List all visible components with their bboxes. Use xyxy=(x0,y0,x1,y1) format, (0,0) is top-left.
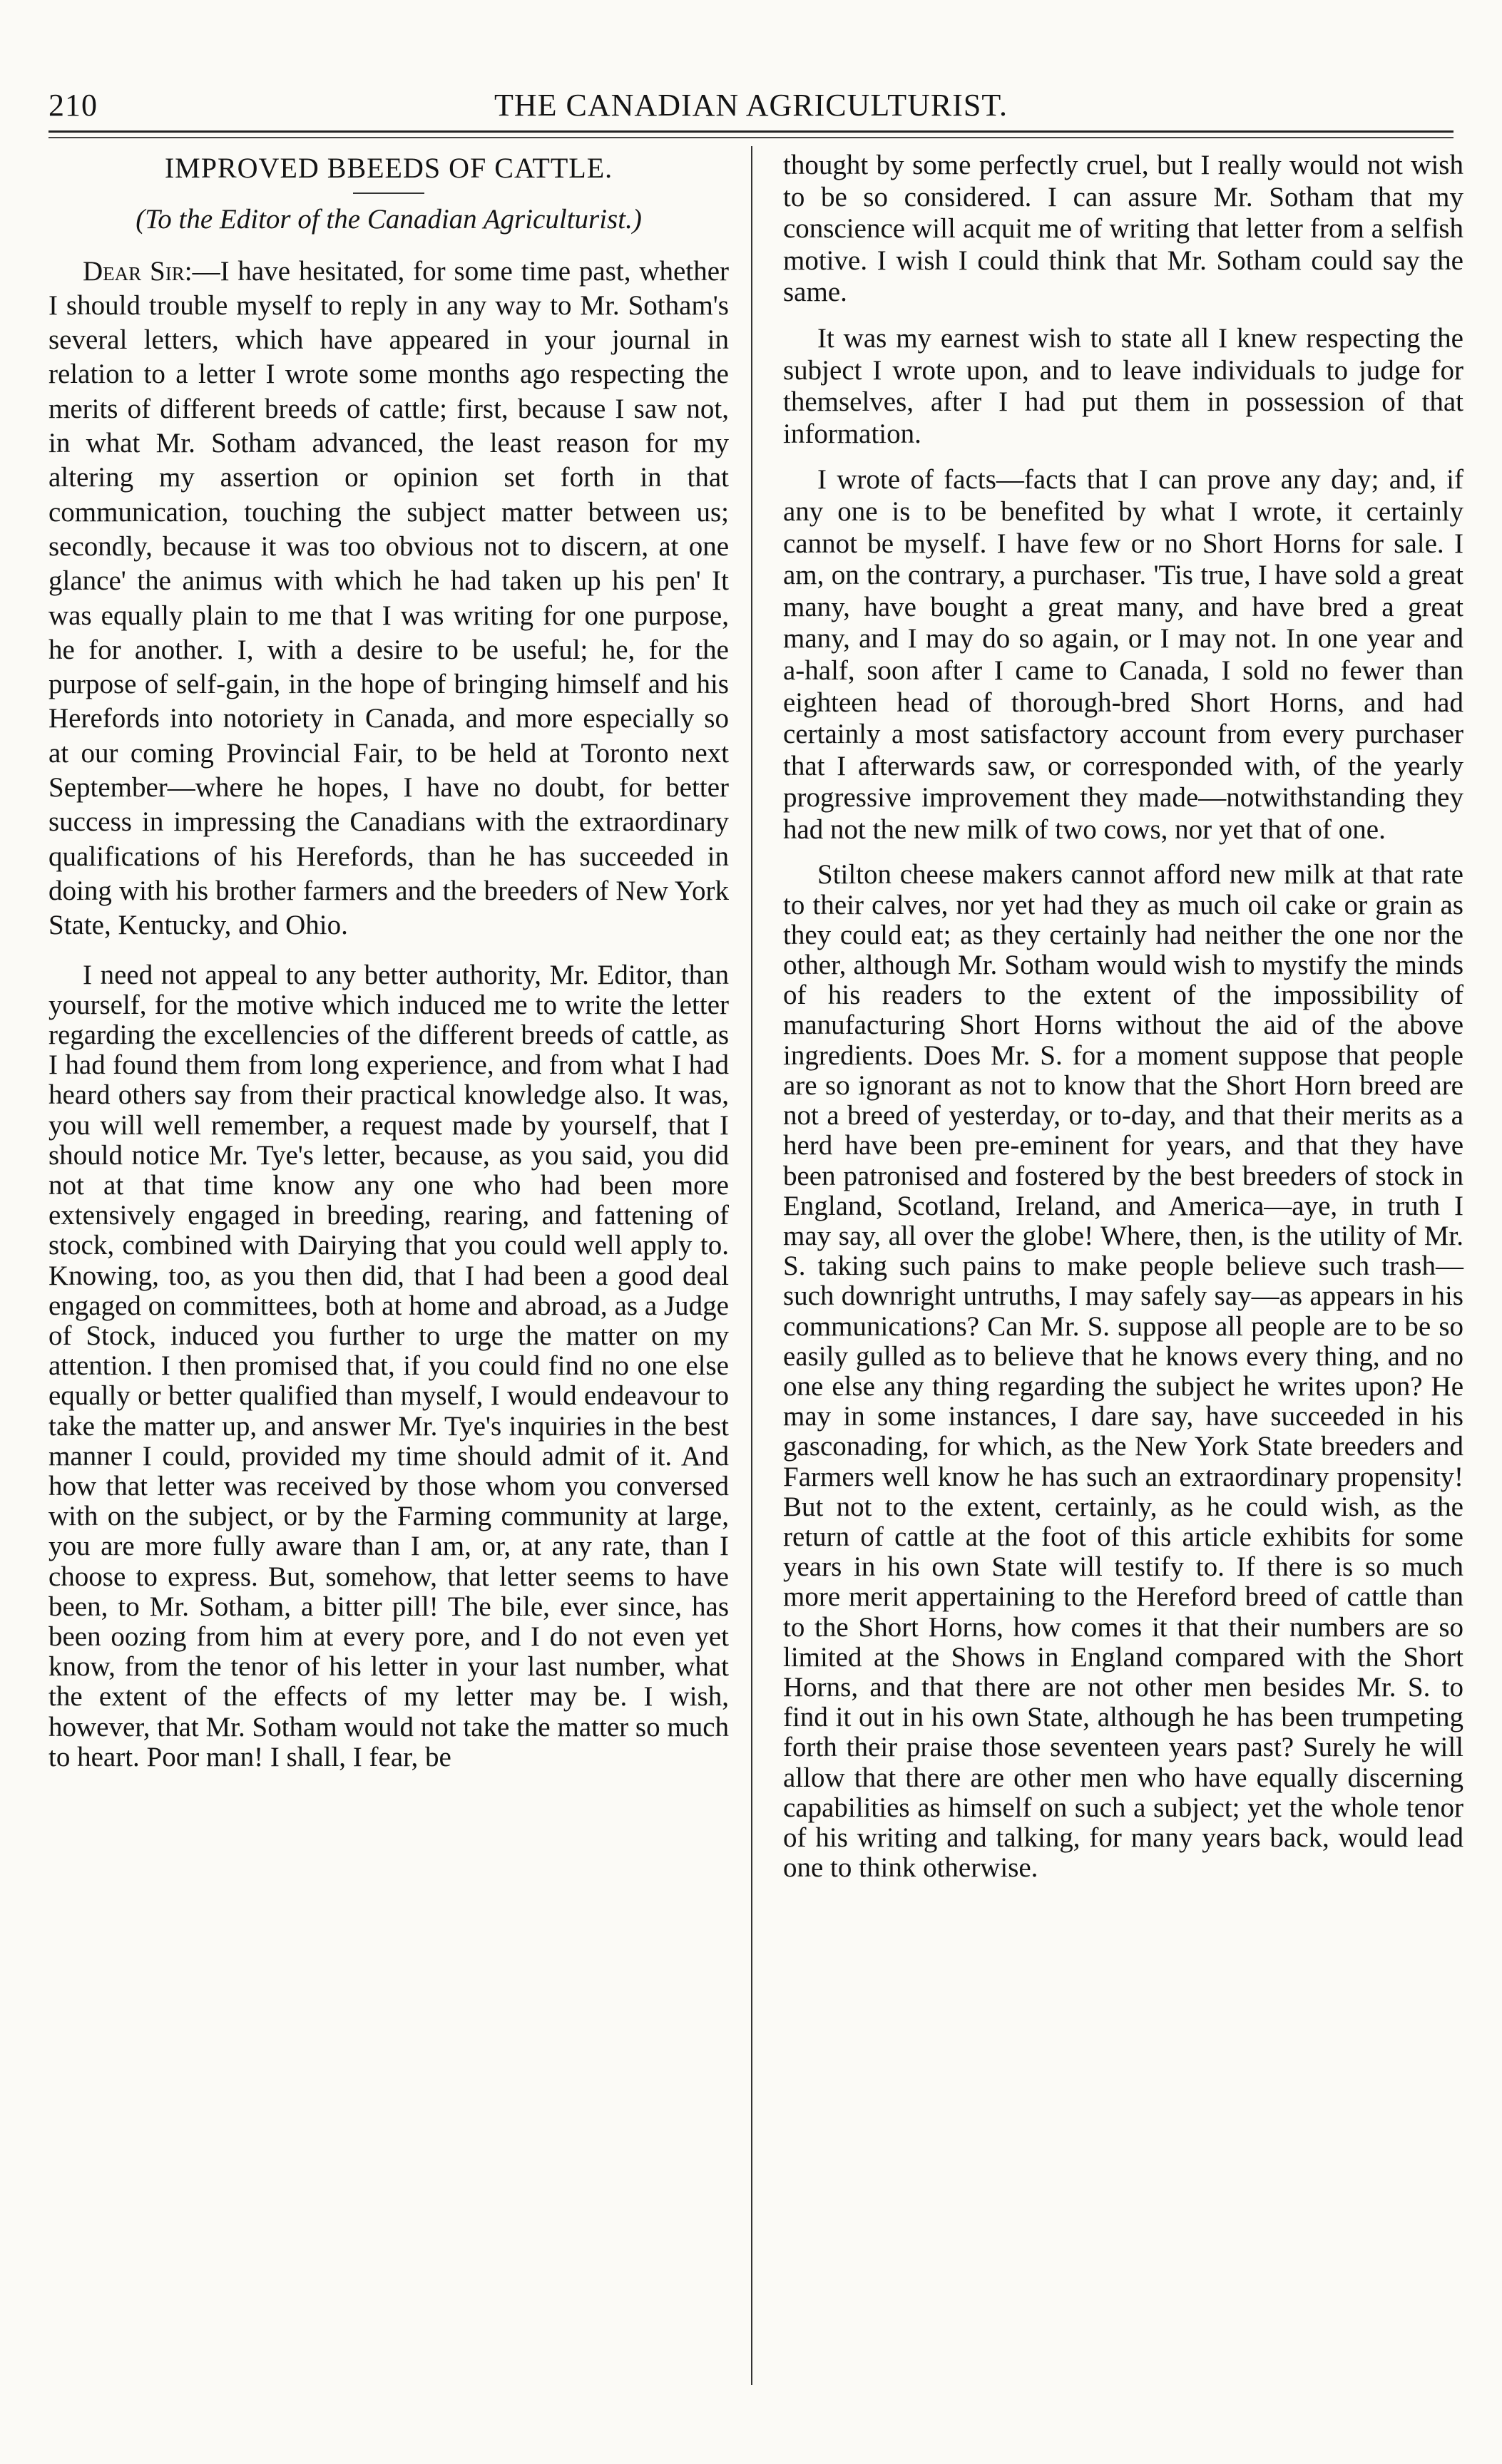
header-rule-thin xyxy=(48,137,1454,138)
title-rule xyxy=(353,192,424,194)
page-header xyxy=(48,87,1454,137)
paragraph: I need not appeal to any better authority, Mr. Editor, than yourself, for the motive which induced me to write the letter regarding the excellencies of the different breeds of cattle, as I had found them from long experience, and from what I had heard others say from their practical knowledge also. It was, you will well remember, a request made by yourself, that I should notice Mr. Tye's letter, because, as you said, you did not at that time know any one who had been more extensively engaged in breeding, rearing, and fattening of stock, combined with Dairying that you could well apply to. Knowing, too, as you then did, that I had been a good deal engaged on committees, both at home and abroad, as a Judge of Stock, induced you further to urge the matter on my attention. I then promised that, if you could find no one else equally or better qualified than myself, I would endeavour to take the matter up, and answer Mr. Tye's inquiries in the best manner I could, provided my time should admit of it. And how that letter was received by those whom you conversed with on the subject, or by the Farming community at large, you are more fully aware than I am, or, at any rate, than I choose to express. But, somehow, that letter seems to have been, to Mr. Sotham, a bitter pill! The bile, ever since, has been oozing from him at every pore, and I do not even yet know, from the tenor of his letter in your last number, what the extent of the effects of my letter may be. I wish, however, that Mr. Sotham would not take the matter so much to heart. Poor man! I shall, I fear, be xyxy=(48,959,729,1772)
paragraph: thought by some perfectly cruel, but I really would not wish to be so considered. I can assure Mr. Sotham that my conscience will acquit me of writing that letter from a selfish motive. I wish I could think that Mr. Sotham could say the same. xyxy=(783,150,1463,308)
paragraph: I wrote of facts—facts that I can prove any day; and, if any one is to be benefited by what I wrote, it certainly cannot be myself. I have few or no Short Horns for sale. I am, on the contrary, a purchaser. 'Tis true, I have sold a great many, have bought a great many, and have bred a great many, and I may do so again, or I may not. In one year and a-half, soon after I came to Canada, I sold no fewer than eighteen head of thorough-bred Short Horns, and had certainly a most satisfactory account from every purchaser that I afterwards saw, or corresponded with, of the yearly progressive improvement they made—notwithstanding they had not the new milk of two cows, nor yet that of one. xyxy=(783,464,1463,845)
paragraph: It was my earnest wish to state all I knew respecting the subject I wrote upon, and to leave individuals to judge for themselves, after I had put them in possession of that information. xyxy=(783,322,1463,449)
right-column xyxy=(783,150,1463,1883)
to-editor-line: (To the Editor of the Canadian Agriculturist.) xyxy=(136,204,642,235)
salutation: Dear Sir xyxy=(83,255,185,287)
article-title: IMPROVED BBEEDS OF CATTLE. xyxy=(164,152,613,184)
column-divider xyxy=(751,146,752,2385)
page-number: 210 xyxy=(48,88,98,123)
left-column xyxy=(48,150,729,1772)
paragraph-text: :—I have hesitated, for some time past, whether I should trouble myself to reply in any way to Mr. Sotham's several letters, which have appeared in your journal in relation to a letter I wrote some months ago respecting the merits of different breeds of cattle; first, because I saw not, in what Mr. Sotham advanced, the least reason for my altering my assertion or opinion set forth in that communication, touching the subject matter between us; secondly, because it was too obvious not to discern, at one glance' the animus with which he had taken up his pen' It was equally plain to me that I was writing for one purpose, he for another. I, with a desire to be useful; he, for the purpose of self-gain, in the hope of bringing himself and his Herefords into notoriety in Canada, and more especially so at our coming Provincial Fair, to be held at Toronto next September—where he hopes, I have no doubt, for better success in impressing the Canadians with the extraordinary qualifications of his Herefords, than he has succeeded in doing with his brother farmers and the breeders of New York State, Kentucky, and Ohio. xyxy=(48,255,729,941)
header-rule xyxy=(48,130,1454,133)
paragraph xyxy=(48,255,729,943)
paragraph: Stilton cheese makers cannot afford new milk at that rate to their calves, nor yet had they as much oil cake or grain as they could eat; as they certainly had neither the one nor the other, although Mr. Sotham would wish to mystify the minds of his readers to the extent of the impossibility of manufacturing Short Horns without the aid of the above ingredients. Does Mr. S. for a moment suppose that people are so ignorant as not to know that the Short Horn breed are not a breed of yesterday, or to-day, and that their merits as a herd have been pre-eminent for years, and that they have been patronised and fostered by the best breeders of stock in England, Scotland, Ireland, and America—aye, in truth I may say, all over the globe! Where, then, is the utility of Mr. S. taking such pains to make people believe such trash—such downright untruths, I may safely say—as appears in his communications? Can Mr. S. suppose all people are to be so easily gulled as to believe that he knows every thing, and no one else any thing regarding the subject he writes upon? He may in some instances, I dare say, have succeeded in his gasconading, for which, as the New York State breeders and Farmers well know he has such an extraordinary propensity! But not to the extent, certainly, as he could wish, as the return of cattle at the foot of this article exhibits for some years in his own State will testify to. If there is so much more merit appertaining to the Hereford breed of cattle than to the Short Horns, how comes it that their numbers are so limited at the Shows in England compared with the Short Horns, and that there are not other men besides Mr. S. to find it out in his own State, although he has been trumpeting forth their praise those seventeen years past? Surely he will allow that there are other men who have equally discerning capabilities as himself on such a subject; yet the whole tenor of his writing and talking, for many years back, would lead one to think otherwise. xyxy=(783,859,1463,1884)
running-title: THE CANADIAN AGRICULTURIST. xyxy=(494,88,1008,123)
